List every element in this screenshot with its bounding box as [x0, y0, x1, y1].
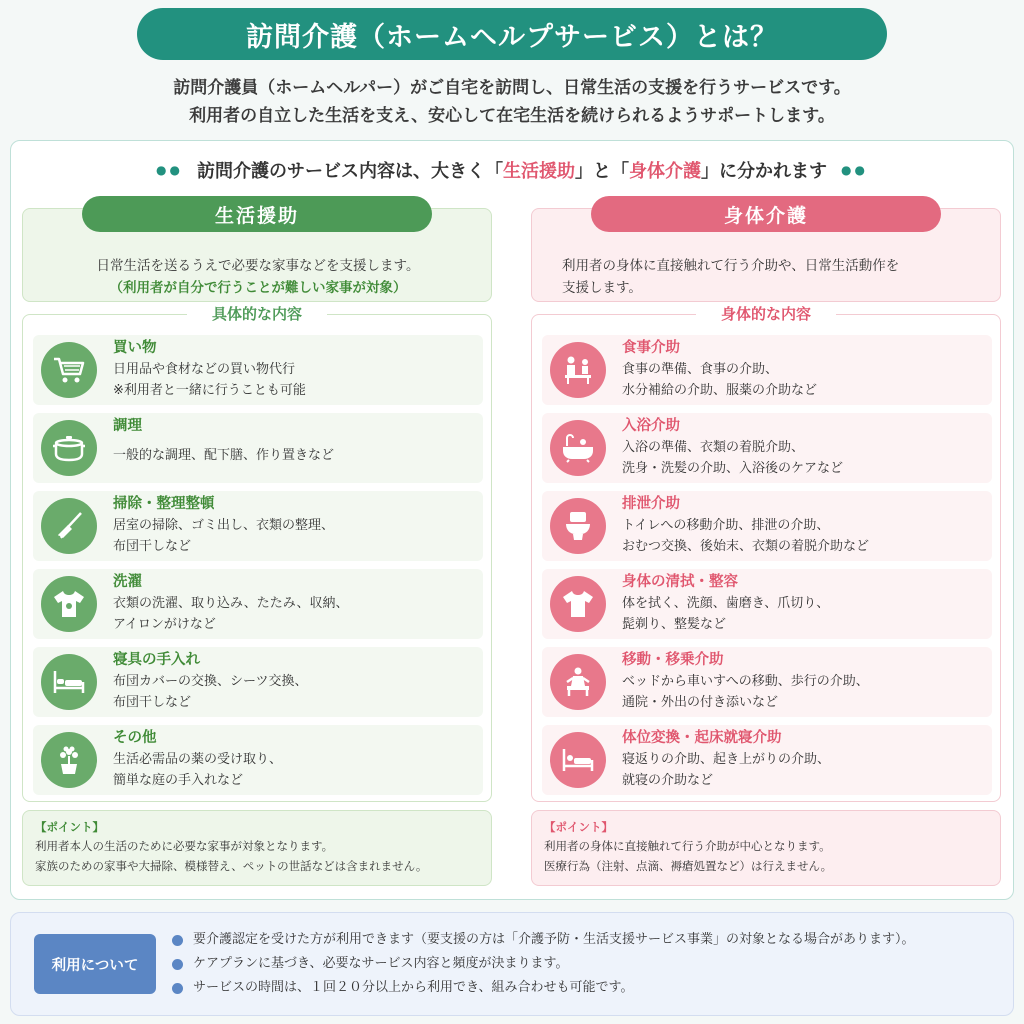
list-item	[33, 647, 483, 717]
item-desc: 一般的な調理、配下膳、作り置きなど	[113, 448, 335, 463]
item-desc: 居室の掃除、ゴミ出し、衣類の整理、 布団干しなど	[113, 518, 335, 554]
item-desc: 衣類の洗濯、取り込み、たたみ、収納、 アイロンがけなど	[113, 596, 349, 632]
item-name: 身体の清拭・整容	[622, 574, 738, 590]
list-item	[542, 335, 992, 405]
list-item	[33, 335, 483, 405]
list-item	[542, 725, 992, 795]
item-name: 排泄介助	[622, 496, 680, 512]
decorative-dots-icon: ●●	[156, 163, 183, 177]
bullet-icon	[172, 983, 183, 994]
life-support-point	[22, 810, 492, 886]
shopping-cart-icon	[41, 342, 97, 398]
decorative-dots-icon: ●●	[841, 163, 868, 177]
item-name: 食事介助	[622, 340, 680, 356]
life-support-note: （利用者が自分で行うことが難しい家事が対象）	[109, 280, 407, 296]
items-label: 具体的な内容	[187, 302, 327, 326]
list-item	[542, 413, 992, 483]
item-desc: 日用品や食材などの買い物代行 ※利用者と一緒に行うことも可能	[113, 362, 306, 398]
intro-line-1: 訪問介護員（ホームヘルパー）がご自宅を訪問し、日常生活の支援を行うサービスです。	[173, 78, 851, 98]
broom-icon	[41, 498, 97, 554]
life-support-title: 生活援助	[82, 196, 432, 232]
physical-care-point	[531, 810, 1001, 886]
item-desc: ベッドから車いすへの移動、歩行の介助、 通院・外出の付き添いなど	[622, 674, 869, 710]
life-support-desc: 日常生活を送るうえで必要な家事などを支援します。	[96, 258, 420, 274]
life-support-items	[22, 314, 492, 802]
physical-care-desc: 利用者の身体に直接触れて行う介助や、日常生活動作を 支援します。	[562, 258, 900, 296]
intro-text	[0, 74, 1024, 130]
section-heading	[0, 156, 1024, 184]
item-name: 掃除・整理整頓	[113, 496, 215, 512]
item-name: 移動・移乗介助	[622, 652, 724, 668]
list-item	[33, 491, 483, 561]
item-name: 調理	[113, 418, 142, 434]
item-desc: 寝返りの介助、起き上がりの介助、 就寝の介助など	[622, 752, 831, 788]
list-item	[542, 647, 992, 717]
bullet-icon	[172, 935, 183, 946]
point-title: 【ポイント】	[35, 820, 104, 834]
potted-plant-icon	[41, 732, 97, 788]
physical-care-title: 身体介護	[591, 196, 941, 232]
heading-mid: 」と「	[575, 161, 629, 182]
list-item	[172, 976, 1012, 1000]
point-line: 家族のための家事や大掃除、模様替え、ペットの世話などは含まれません。	[35, 859, 428, 873]
shirt-icon	[550, 576, 606, 632]
items-label: 身体的な内容	[696, 302, 836, 326]
cooking-pot-icon	[41, 420, 97, 476]
list-item	[172, 952, 1012, 976]
item-name: 体位変換・起床就寝介助	[622, 730, 782, 746]
list-item	[542, 491, 992, 561]
intro-line-2: 利用者の自立した生活を支え、安心して在宅生活を続けられるようサポートします。	[189, 106, 835, 126]
bullet-icon	[172, 959, 183, 970]
heading-prefix: 訪問介護のサービス内容は、大きく「	[197, 161, 503, 182]
meal-assist-icon	[550, 342, 606, 398]
heading-highlight-body: 身体介護	[629, 161, 701, 182]
shirt-icon	[41, 576, 97, 632]
item-name: その他	[113, 730, 157, 746]
item-name: 寝具の手入れ	[113, 652, 200, 668]
item-desc: 入浴の準備、衣類の着脱介助、 洗身・洗髪の介助、入浴後のケアなど	[622, 440, 844, 476]
item-desc: 布団カバーの交換、シーツ交換、 布団干しなど	[113, 674, 308, 710]
point-line: 利用者の身体に直接触れて行う介助が中心となります。	[544, 839, 831, 853]
point-line: 医療行為（注射、点滴、褥瘡処置など）は行えません。	[544, 859, 833, 873]
bathtub-icon	[550, 420, 606, 476]
bed-icon	[550, 732, 606, 788]
point-line: 利用者本人の生活のために必要な家事が対象となります。	[35, 839, 334, 853]
bed-icon	[41, 654, 97, 710]
physical-care-items	[531, 314, 1001, 802]
usage-text: サービスの時間は、１回２０分以上から利用でき、組み合わせも可能です。	[193, 980, 634, 995]
list-item	[33, 725, 483, 795]
item-desc: 生活必需品の薬の受け取り、 簡単な庭の手入れなど	[113, 752, 283, 788]
item-desc: 食事の準備、食事の介助、 水分補給の介助、服薬の介助など	[622, 362, 818, 398]
list-item	[172, 928, 1012, 952]
item-name: 買い物	[113, 340, 157, 356]
page-title: 訪問介護（ホームヘルプサービス）とは？	[137, 8, 887, 60]
item-desc: 体を拭く、洗顔、歯磨き、爪切り、 髭剃り、整髪など	[622, 596, 830, 632]
list-item	[542, 569, 992, 639]
usage-text: ケアプランに基づき、必要なサービス内容と頻度が決まります。	[193, 956, 569, 971]
list-item	[33, 569, 483, 639]
item-name: 入浴介助	[622, 418, 680, 434]
item-name: 洗濯	[113, 574, 142, 590]
usage-text: 要介護認定を受けた方が利用できます（要支援の方は「介護予防・生活支援サービス事業」の対象となる場合があります）。	[193, 932, 915, 947]
toilet-icon	[550, 498, 606, 554]
point-title: 【ポイント】	[544, 820, 613, 834]
transfer-assist-icon	[550, 654, 606, 710]
list-item	[33, 413, 483, 483]
usage-list	[172, 928, 1012, 1000]
item-desc: トイレへの移動介助、排泄の介助、 おむつ交換、後始末、衣類の着脱介助など	[622, 518, 870, 554]
heading-highlight-life: 生活援助	[503, 161, 575, 182]
usage-label: 利用について	[34, 934, 156, 994]
heading-suffix: 」に分かれます	[701, 161, 827, 182]
